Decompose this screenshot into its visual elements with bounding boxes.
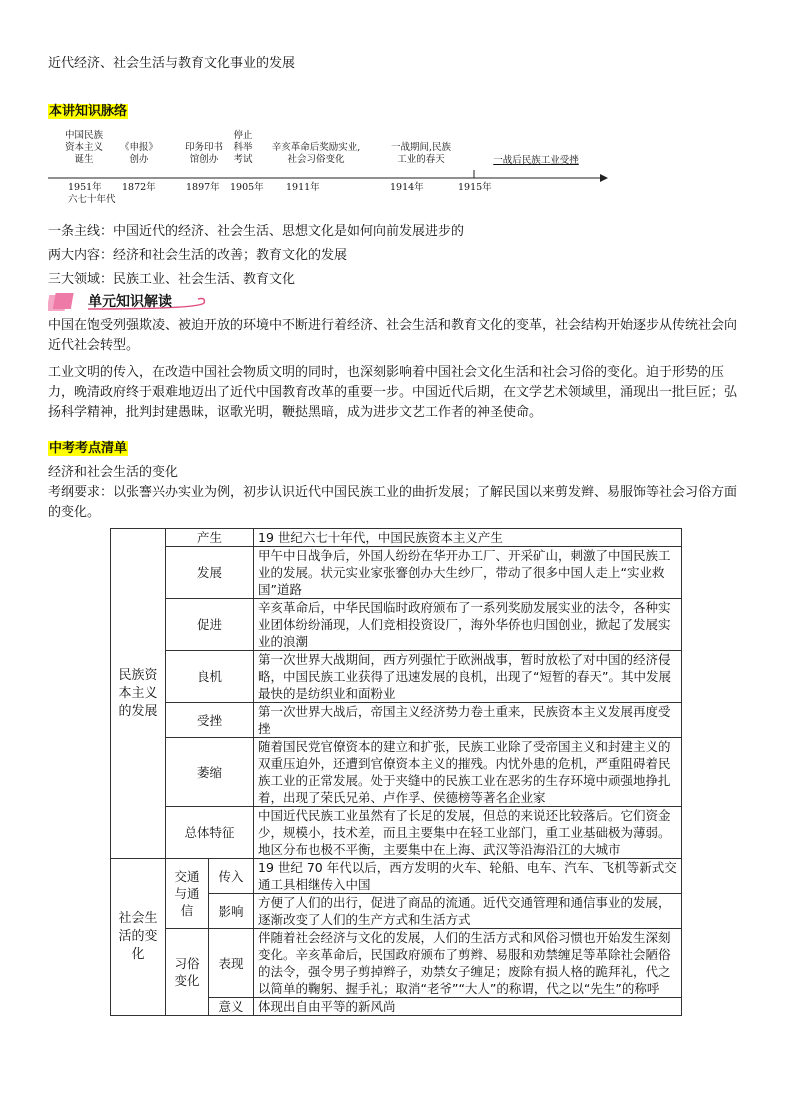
timeline-label: 停止 科举 考试: [233, 130, 253, 165]
table-row: [111, 929, 682, 998]
group-cell: 社会生活的变化: [111, 859, 166, 1016]
table-row: [111, 807, 682, 859]
row-text: 中国近代民族工业虽然有了长足的发展，但总的来说还比较落后。它们资金少，规模小，技术差，而且主要集中在轻工业部门，重工业基础极为薄弱。地区分布也极不平衡，主要集中在上海、武汉等沿海沿江的大城市: [254, 807, 682, 859]
timeline-label: 中国民族 资本主义 诞生: [64, 130, 103, 165]
timeline-year: 1897年: [186, 182, 220, 193]
timeline-label: 印务印书 馆创办: [184, 142, 223, 165]
unit-badge: [48, 291, 208, 313]
timeline-label: 辛亥革命后奖励实业, 社会习俗变化: [271, 142, 361, 165]
row-text: 甲午中日战争后，外国人纷纷在华开办工厂、开采矿山，刺激了中国民族工业的发展。状元实业家张謇创办大生纱厂，带动了很多中国人走上“实业救国”道路: [254, 547, 682, 599]
row-label: 发展: [166, 547, 254, 599]
row-text: 辛亥革命后，中华民国临时政府颁布了一系列奖励发展实业的法令，各种实业团体纷纷涌现，人们竞相投资设厂，海外华侨也归国创业，掀起了发展实业的浪潮: [254, 599, 682, 651]
table-row: [111, 599, 682, 651]
table-row: [111, 738, 682, 807]
unit-paragraph-1: 中国在饱受列强欺凌、被迫开放的环境中不断进行着经济、社会生活和教育文化的变革，社会结构开始逐步从传统社会向近代社会转型。: [48, 318, 738, 353]
subgroup-cell: 交通与通信: [166, 859, 209, 929]
section-heading-text: 本讲知识脉络: [49, 104, 128, 119]
row-text: 方便了人们的出行，促进了商品的流通。近代交通管理和通信事业的发展，逐渐改变了人们的生产方式和生活方式: [254, 894, 682, 929]
row-label: 受挫: [166, 703, 254, 738]
timeline-label: 一战期间,民族 工业的春天: [390, 142, 452, 165]
row-label: 促进: [166, 599, 254, 651]
group-cell: 民族资本主义的发展: [111, 529, 166, 859]
row-label: 良机: [166, 651, 254, 703]
row-text: 第一次世界大战后，帝国主义经济势力卷土重来，民族资本主义发展再度受挫: [254, 703, 682, 738]
row-text: 随着国民党官僚资本的建立和扩张，民族工业除了受帝国主义和封建主义的双重压迫外，还遭到官僚资本主义的摧残。内忧外患的危机，严重阻碍着民族工业的正常发展。处于夹缝中的民族工业在恶劣的生存环境中顽强地挣扎着，出现了荣氏兄弟、卢作孚、侯德榜等著名企业家: [254, 738, 682, 807]
row-text: 第一次世界大战期间，西方列强忙于欧洲战事，暂时放松了对中国的经济侵略，中国民族工业获得了迅速发展的良机，出现了“短暂的春天”。其中发展最快的是纺织业和面粉业: [254, 651, 682, 703]
row-label: 表现: [209, 929, 254, 998]
subgroup-cell: 习俗变化: [166, 929, 209, 1016]
row-text: 体现出自由平等的新风尚: [254, 998, 682, 1016]
row-label: 传入: [209, 859, 254, 894]
row-label: 总体特征: [166, 807, 254, 859]
row-text: 伴随着社会经济与文化的发展，人们的生活方式和风俗习惯也开始发生深刻变化。辛亥革命后，民国政府颁布了剪辫、易服和劝禁缠足等革除社会陋俗的法令，强令男子剪掉辫子，劝禁女子缠足；废除有损人格的跪拜礼，代之以简单的鞠躬、握手礼；取消“老爷”“大人”的称谓，代之以“先生”的称呼: [254, 929, 682, 998]
table-row: [111, 651, 682, 703]
timeline-year: 1951年 六七十年代: [68, 182, 116, 205]
section-heading-exam: [48, 437, 128, 456]
row-label: 产生: [166, 529, 254, 547]
timeline-year: 1905年: [230, 182, 264, 193]
timeline-year: 1914年: [390, 182, 424, 193]
section-heading-text: 中考考点清单: [49, 441, 128, 456]
unit-badge-text: 单元知识解读: [88, 294, 172, 310]
timeline: [48, 126, 608, 211]
subsection-title: 经济和社会生活的变化: [48, 465, 179, 480]
row-label: 影响: [209, 894, 254, 929]
row-label: 意义: [209, 998, 254, 1016]
main-line-1: 一条主线：中国近代的经济、社会生活、思想文化是如何向前发展进步的: [48, 224, 465, 239]
section-heading-knowledge: [48, 100, 128, 119]
knowledge-table: [110, 528, 682, 1016]
main-line-3: 三大领域：民族工业、社会生活、教育文化: [48, 272, 296, 287]
main-line-2: 两大内容：经济和社会生活的改善；教育文化的发展: [48, 248, 348, 263]
unit-paragraph-2: 工业文明的传入，在改造中国社会物质文明的同时，也深刻影响着中国社会文化生活和社会习俗的变化。迫于形势的压力，晚清政府终于艰难地迈出了近代中国教育改革的重要一步。中国近代后期，在文学艺术领域里，涌现出一批巨匠；弘扬科学精神，批判封建愚昧，讴歌光明，鞭挞黑暗，成为进步文艺工作者的神圣使命。: [48, 365, 738, 420]
table-row: [111, 547, 682, 599]
table-row: [111, 703, 682, 738]
timeline-year: 1872年: [122, 182, 156, 193]
row-text: 19 世纪六七十年代，中国民族资本主义产生: [254, 529, 682, 547]
row-text: 19 世纪 70 年代以后，西方发明的火车、轮船、电车、汽车、飞机等新式交通工具相继传入中国: [254, 859, 682, 894]
timeline-label: 一战后民族工业受挫: [493, 155, 579, 166]
row-label: 萎缩: [166, 738, 254, 807]
table-row: [111, 529, 682, 547]
table-row: [111, 859, 682, 894]
exam-requirement: 考纲要求：以张謇兴办实业为例，初步认识近代中国民族工业的曲折发展；了解民国以来剪发辫、易服饰等社会习俗方面的变化。: [48, 485, 738, 520]
timeline-year: 1911年: [286, 182, 320, 193]
document-title: 近代经济、社会生活与教育文化事业的发展: [48, 56, 296, 71]
timeline-year: 1915年: [458, 182, 492, 193]
timeline-label: 《申报》 创办: [119, 142, 158, 165]
